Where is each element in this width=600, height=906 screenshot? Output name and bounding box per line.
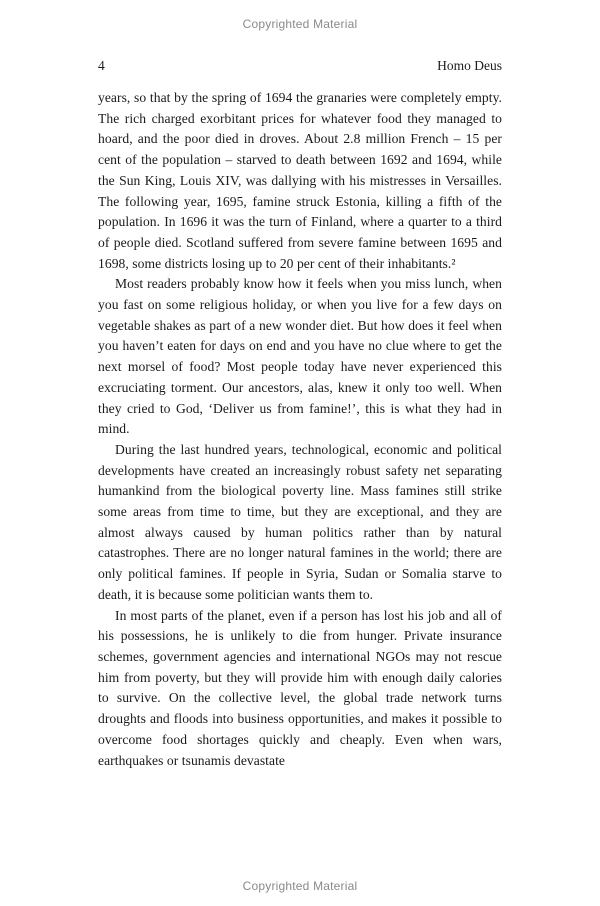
page-number: 4: [98, 58, 105, 73]
copyright-notice-top: Copyrighted Material: [242, 17, 358, 31]
paragraph: In most parts of the planet, even if a person has lost his job and all of his possessions, he is unlikely to die from hunger. Private insurance schemes, government agencies and international NGOs may not rescue him from poverty, but they will provide him with enough daily calories to survive. On the collective level, the global trade network turns droughts and floods into business opportunities, and makes it possible to overcome food shortages quickly and cheaply. Even when wars, earthquakes or tsunamis devastate: [98, 607, 502, 768]
paragraph: During the last hundred years, technological, economic and political developments have created an increasingly robust safety net separating humankind from the biological poverty line. Mass famines still strike some areas from time to time, but they are exceptional, and they are almost always caused by human politics rather than by natural catastrophes. There are no longer natural famines in the world; there are only political famines. If people in Syria, Sudan or Somalia starve to death, it is because some politician wants them to.: [98, 441, 502, 602]
page-header: [98, 58, 502, 74]
paragraph: Most readers probably know how it feels when you miss lunch, when you fast on some religious holiday, or when you live for a few days on vegetable shakes as part of a new wonder diet. But how does it feel when you haven’t eaten for days on end and you have no clue where to get the next morsel of food? Most people today have never experienced this excruciating torment. Our ancestors, alas, knew it only too well. When they cried to God, ‘Deliver us from famine!’, this is what they had in mind.: [98, 276, 502, 437]
running-head: Homo Deus: [437, 58, 502, 73]
paragraph: years, so that by the spring of 1694 the granaries were completely empty. The rich charged exorbitant prices for whatever food they managed to hoard, and the poor died in droves. About 2.8 million French – 15 per cent of the population – starved to death between 1692 and 1694, while the Sun King, Louis XIV, was dallying with his mistresses in Versailles. The following year, 1695, famine struck Estonia, killing a fifth of the population. In 1696 it was the turn of Finland, where a quarter to a third of people died. Scotland suffered from severe famine between 1695 and 1698, some districts losing up to 20 per cent of their inhabitants.²: [98, 90, 502, 271]
page-body: [98, 88, 502, 771]
copyright-notice-bottom: Copyrighted Material: [242, 879, 358, 893]
